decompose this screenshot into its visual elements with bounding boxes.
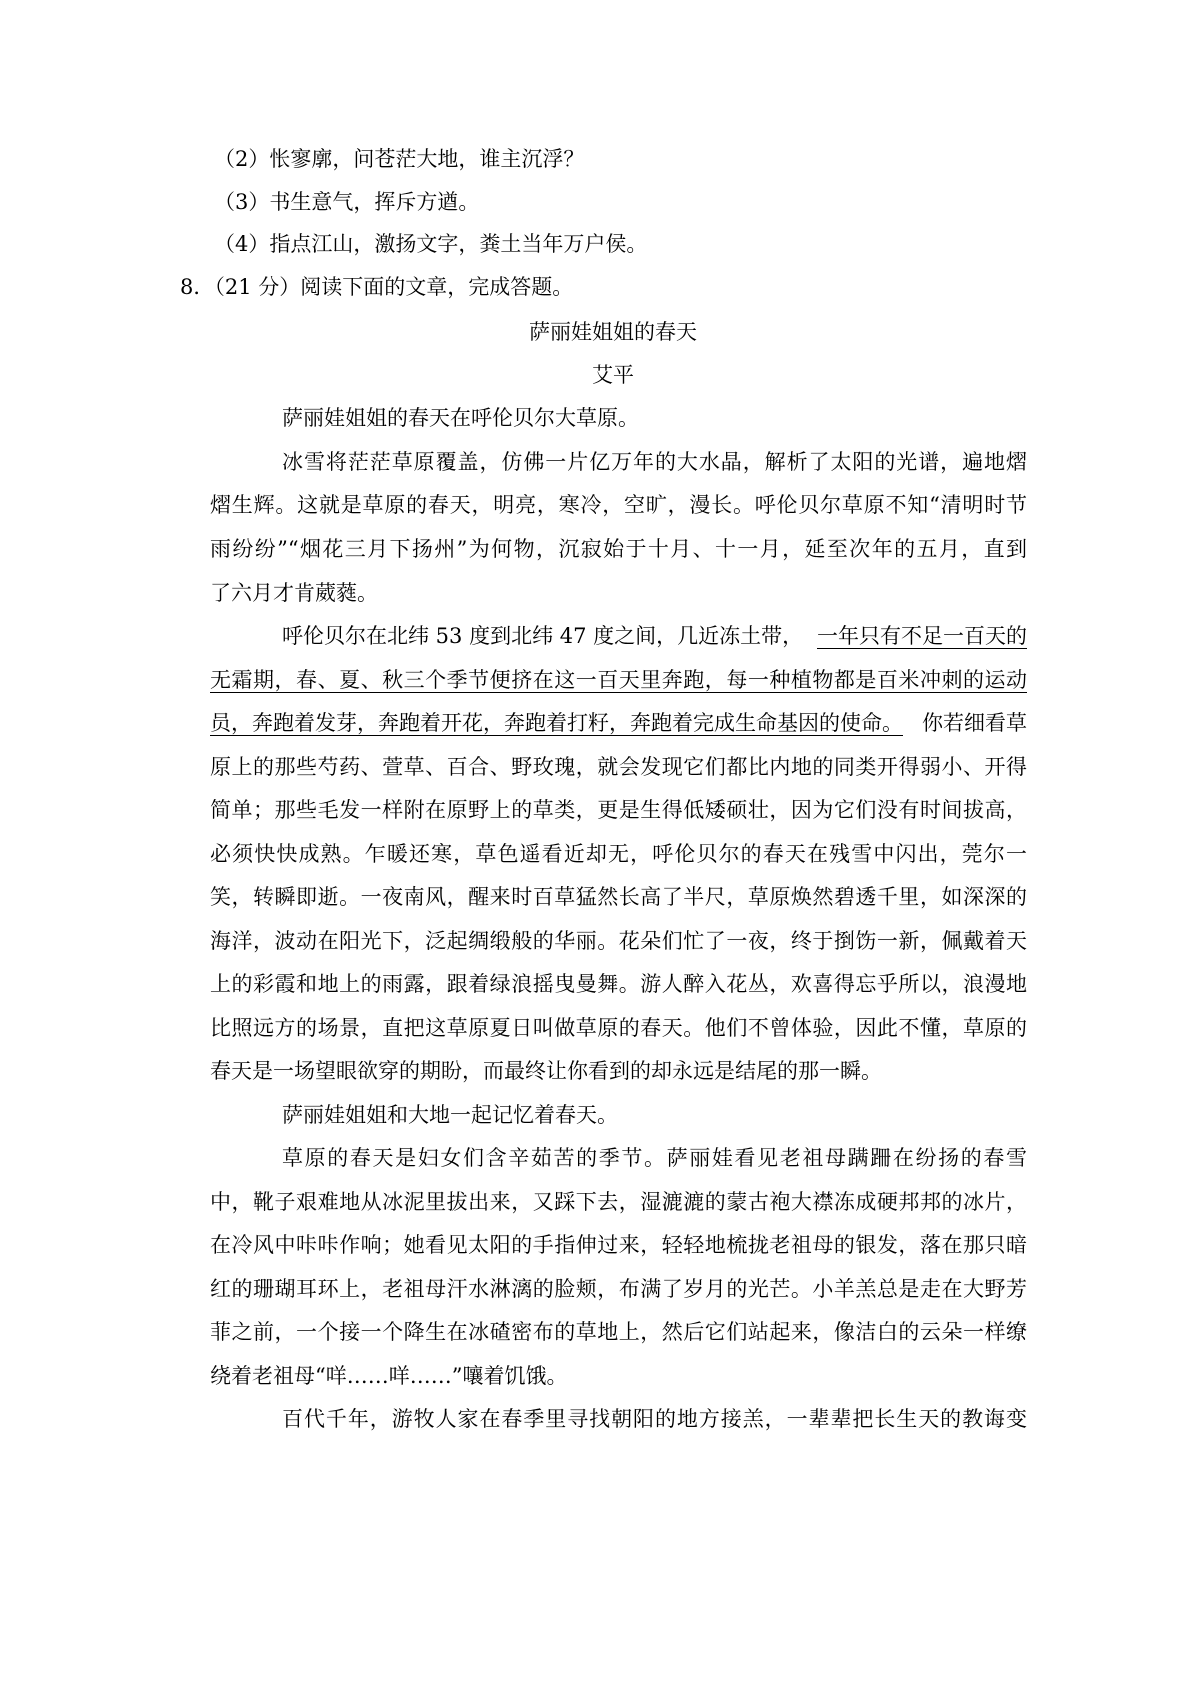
- paragraph-5-line: 中，靴子艰难地从冰泥里拔出来，又踩下去，湿漉漉的蒙古袍大襟冻成硬邦邦的冰片，: [210, 1190, 1027, 1214]
- paragraph-1-line: 萨丽娃姐姐的春天在呼伦贝尔大草原。: [282, 406, 639, 430]
- paragraph-6-line: 百代千年，游牧人家在春季里寻找朝阳的地方接羔，一辈辈把长生天的教诲变: [282, 1407, 1027, 1431]
- article-author: 艾平: [592, 363, 634, 387]
- paragraph-3-line: 海洋，波动在阳光下，泛起绸缎般的华丽。花朵们忙了一夜，终于捯饬一新，佩戴着天: [210, 929, 1027, 953]
- paragraph-3-line-3: [210, 711, 1027, 735]
- paragraph-5-line: 草原的春天是妇女们含辛茹苦的季节。萨丽娃看见老祖母蹒跚在纷扬的春雪: [282, 1146, 1027, 1170]
- paragraph-3-underlined-text: 一年只有不足一百天的: [817, 624, 1027, 648]
- question-header: 8．（21 分）阅读下面的文章，完成答题。: [180, 275, 574, 299]
- paragraph-3-line: 春天是一场望眼欲穿的期盼，而最终让你看到的却永远是结尾的那一瞬。: [210, 1059, 882, 1083]
- article-title: 萨丽娃姐姐的春天: [529, 320, 697, 344]
- paragraph-3-line: 简单；那些毛发一样附在原野上的草类，更是生得低矮硕壮，因为它们没有时间拔高，: [210, 798, 1027, 822]
- paragraph-3-line: 比照远方的场景，直把这草原夏日叫做草原的春天。他们不曾体验，因此不懂，草原的: [210, 1016, 1027, 1040]
- option-2: （2）怅寥廓，问苍茫大地，谁主沉浮？: [214, 147, 585, 171]
- paragraph-3-line: 原上的那些芍药、萱草、百合、野玫瑰，就会发现它们都比内地的同类开得弱小、开得: [210, 755, 1027, 779]
- paragraph-3-plain-text: 你若细看草: [922, 711, 1027, 735]
- paragraph-2-line: 了六月才肯葳蕤。: [210, 581, 378, 605]
- paragraph-2-line: 冰雪将茫茫草原覆盖，仿佛一片亿万年的大水晶，解析了太阳的光谱，遍地熠: [282, 450, 1027, 474]
- paragraph-2-line: 雨纷纷”“烟花三月下扬州”为何物，沉寂始于十月、十一月，延至次年的五月，直到: [210, 537, 1027, 561]
- paragraph-5-line: 菲之前，一个接一个降生在冰碴密布的草地上，然后它们站起来，像洁白的云朵一样缭: [210, 1320, 1027, 1344]
- paragraph-5-line: 在冷风中咔咔作响；她看见太阳的手指伸过来，轻轻地梳拢老祖母的银发，落在那只暗: [210, 1233, 1027, 1257]
- paragraph-3-plain-text: 呼伦贝尔在北纬 53 度到北纬 47 度之间，几近冻土带，: [282, 624, 804, 648]
- paragraph-3-line: 上的彩霞和地上的雨露，跟着绿浪摇曳曼舞。游人醉入花丛，欢喜得忘乎所以，浪漫地: [210, 972, 1027, 996]
- paragraph-3-line: 必须快快成熟。乍暖还寒，草色遥看近却无，呼伦贝尔的春天在残雪中闪出，莞尔一: [210, 842, 1027, 866]
- option-4: （4）指点江山，激扬文字，粪土当年万户侯。: [214, 232, 648, 256]
- paragraph-5-line: 绕着老祖母“咩……咩……”嚷着饥饿。: [210, 1364, 568, 1388]
- paragraph-5-line: 红的珊瑚耳环上，老祖母汗水淋漓的脸颊，布满了岁月的光芒。小羊羔总是走在大野芳: [210, 1277, 1027, 1301]
- paragraph-3-underlined-text: 无霜期，春、夏、秋三个季节便挤在这一百天里奔跑，每一种植物都是百米冲刺的运动: [210, 668, 1027, 692]
- paragraph-3-underlined-text: 员，奔跑着发芽，奔跑着开花，奔跑着打籽，奔跑着完成生命基因的使命。: [210, 711, 903, 735]
- paragraph-4-line: 萨丽娃姐姐和大地一起记忆着春天。: [282, 1103, 618, 1127]
- paragraph-3-line-2: [210, 668, 1027, 692]
- paragraph-2-line: 熠生辉。这就是草原的春天，明亮，寒冷，空旷，漫长。呼伦贝尔草原不知“清明时节: [210, 493, 1027, 517]
- paragraph-3-line-1: [282, 624, 1027, 648]
- option-3: （3）书生意气，挥斥方遒。: [214, 190, 480, 214]
- paragraph-3-line: 笑，转瞬即逝。一夜南风，醒来时百草猛然长高了半尺，草原焕然碧透千里，如深深的: [210, 885, 1027, 909]
